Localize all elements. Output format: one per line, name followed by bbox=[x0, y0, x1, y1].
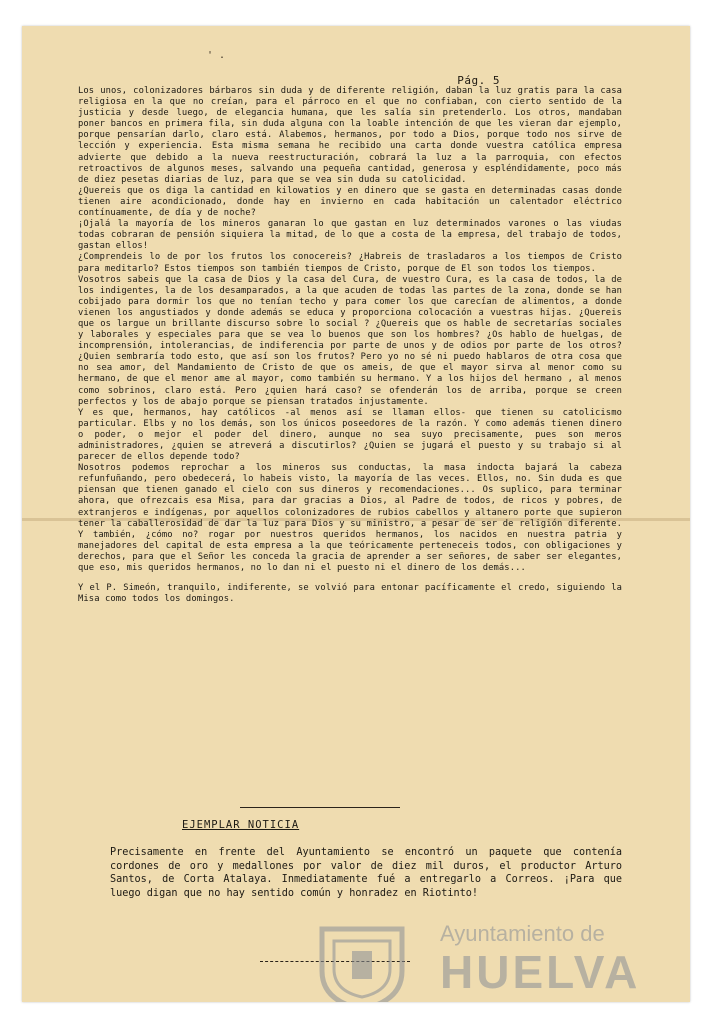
watermark-line1: Ayuntamiento de bbox=[440, 921, 605, 946]
paragraph-2: ¿Quereis que os diga la cantidad en kilowatios y en dinero que se gasta en determinadas casas donde tienen aire acondicionado, donde hay en invierno en cada habitación un calentador eléctrico contínuamente, de día y de noche? bbox=[78, 185, 622, 219]
paragraph-1: Los unos, colonizadores bárbaros sin duda y de diferente religión, daban la luz gratis para la casa religiosa en la que no creían, para el párroco en el que no confiaban, con cierto sentido de la justicia y desde luego, de elegancia humana, que les salía sin pretenderlo. Los otros, mandaban poner bancos en primera fila, sin duda alguna con la loable intención de que les vieran dar ejemplo, porque pensarían darlo, claro está. Alabemos, hermanos, por todo a Dios, porque todo nos sirve de lección y experiencia. Esta misma semana he recibido una carta donde vuestra católica empresa advierte que debido a la nueva reestructuración, cobrará la luz a la parroquia, con efectos retroactivos de algunos meses, salvando una pequeña cantidad, generosa y espléndidamente, poco más de diez pesetas diarias de luz, para que se vea sin duda su catolicidad. bbox=[78, 86, 622, 185]
watermark-line2: HUELVA bbox=[440, 946, 641, 998]
paragraph-3: ¡Ojalá la mayoría de los mineros ganaran lo que gastan en luz determinados varones o las viudas todas cobraran de pensión siquiera la mitad, de lo que a costa de la empresa, del trabajo de todos, gastan ellos! bbox=[78, 219, 622, 252]
paragraph-7: Nosotros podemos reprochar a los mineros sus conductas, la masa indocta bajará la cabeza refunfuñando, pero obedecerá, lo habeis visto, la mayoría de las veces. Ellos, no. Sin duda es que piensan que tienen ganado el cielo con sus dineros y recomendaciones... Os suplico, para terminar ahora, que ofrezcais esa Misa, para dar gracias a Dios, al Padre de todos, de ricos y pobres, de extranjeros e indígenas, por aquellos colonizadores de rubios cabellos y altanero porte que supieron tener la caballerosidad de dar la luz para Dios y su ministro, a pesar de ser de religión diferente. Y también, ¿cómo no? rogar por nuestros queridos hermanos, los nacidos en nuestra patria y manejadores del capital de esta empresa a la que teóricamente perteneceis todos, con obligaciones y derechos, para que el Señor les conceda la gracia de aprender a ser señores, de saber ser elegantes, que eso, mis queridos hermanos, no lo dan ni el puesto ni el dinero de los demás... bbox=[78, 463, 622, 574]
paragraph-4: ¿Comprendeis lo de por los frutos los conocereis? ¿Habreis de trasladaros a los tiempos de Cristo para meditarlo? Estos tiempos son también tiempos de Cristo, porque de El son todos los tiempos. bbox=[78, 252, 622, 274]
paragraph-5: Vosotros sabeis que la casa de Dios y la casa del Cura, de vuestro Cura, es la casa de todos, la de los indigentes, la de los desamparados, a la que acuden de todas las partes de la zona, donde se han cobijado para dormir los que no tenían techo y para comer los que carecían de alimentos, a donde vienen los angustiados y donde además se educa y proporciona colocación a vuestras hijas. ¿Quereis que os largue un brillante discurso sobre lo social ? ¿Quereis que os hable de secretarías sociales y laborales y especiales para que se vea lo buenos que son los hombres? ¿Os hablo de huelgas, de incomprensión, intolerancias, de indiferencia por parte de unos y de odios por parte de los otros? ¿Quien sembraría todo esto, que así son los frutos? Pero yo no sé ni puedo hablaros de otra cosa que no sea amor, del Mandamiento de Cristo de que os ameis, de que el mayor sirva al menor como su hermano, de que el menor ame al mayor, como también su hermano. Y a los hijos del hermano , al menos como sobrinos, claro está. Pero ¿quien hará caso? se ofenderán los de arriba, porque se creen perfectos y los de abajo porque se piensan tratados injustamente. bbox=[78, 274, 622, 407]
paragraph-6: Y es que, hermanos, hay católicos -al menos así se llaman ellos- que tienen su catolicismo particular. Elbs y no los demás, son los únicos poseedores de la razón. Y como además tienen dinero o poder, o mejor el poder del dinero, aunque no sea suyo precisamente, pues son meros administradores, ¿quien se atreverá a discutirlos? ¿Quien se jugará el puesto y su trabajo si al parecer de ellos depende todo? bbox=[78, 407, 622, 463]
page-number: Pág. 5 bbox=[457, 74, 500, 87]
notice-text: Precisamente en frente del Ayuntamiento se encontró un paquete que contenía cordones de oro y medallones por valor de diez mil duros, el productor Arturo Santos, de Corta Atalaya. Inmediatamente fué a entregarlo a Correos. ¡Para que luego digan que no hay sentido común y honradez en Riotinto! bbox=[110, 847, 622, 899]
section-divider bbox=[240, 807, 400, 808]
end-dash-line bbox=[260, 961, 410, 962]
margin-marks: ' . bbox=[207, 50, 226, 61]
notice-title: EJEMPLAR NOTICIA bbox=[182, 819, 300, 831]
body-text bbox=[78, 86, 622, 605]
document-sheet bbox=[22, 26, 690, 1002]
paragraph-8: Y el P. Simeón, tranquilo, indiferente, se volvió para entonar pacíficamente el credo, siguiendo la Misa como todos los domingos. bbox=[78, 583, 622, 605]
